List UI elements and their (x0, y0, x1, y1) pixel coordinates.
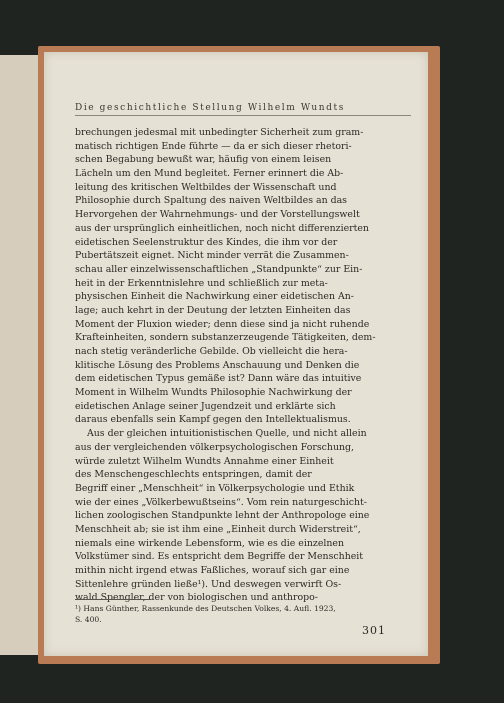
text-line: heit in der Erkenntnislehre und schließlich zur meta- (75, 277, 328, 289)
text-line: nach stetig veränderliche Gebilde. Ob vielleicht die hera- (75, 346, 348, 357)
text-line: Volkstümer sind. Es entspricht dem Begriffe der Menschheit (75, 551, 364, 563)
page-number: 301 (362, 624, 386, 637)
text-line: Lächeln um den Mund begleitet. Ferner erinnert die Ab- (75, 168, 344, 180)
text-line: schen Begabung bewußt war, häufig von einem leisen (75, 154, 332, 166)
text-line: niemals eine wirkende Lebensform, wie es die einzelnen (75, 537, 344, 549)
text-line: Aus der gleichen intuitionistischen Quelle, und nicht allein (87, 428, 367, 440)
footnote-rule (75, 599, 151, 600)
text-line: lichen zoologischen Standpunkte lehnt der Anthropologe eine (75, 510, 370, 522)
facing-page-edge (0, 55, 40, 655)
text-line: lage; auch kehrt in der Deutung der letzten Einheiten das (75, 304, 351, 316)
text-line: schau aller einzelwissenschaftlichen „Standpunkte“ zur Ein- (75, 263, 363, 275)
text-line: Begriff einer „Menschheit“ in Völkerpsychologie und Ethik (75, 482, 355, 494)
text-line: Philosophie durch Spaltung des naiven Weltbildes an das (75, 195, 347, 207)
text-line: leitung des kritischen Weltbildes der Wissenschaft und (75, 181, 337, 193)
text-line: daraus ebenfalls sein Kampf gegen den Intellektualismus. (75, 414, 351, 426)
text-line: klitische Lösung des Problems Anschauung und Denken die (75, 359, 360, 371)
text-line: physischen Einheit die Nachwirkung einer eidetischen An- (75, 291, 354, 303)
body-text (75, 126, 409, 605)
footnote-line: S. 400. (75, 615, 102, 624)
text-line: wald Spengler, der von biologischen und anthropo- (75, 592, 318, 604)
text-line: würde zuletzt Wilhelm Wundts Annahme einer Einheit (75, 455, 334, 467)
text-line: eidetischen Anlage seiner Jugendzeit und erklärte sich (75, 400, 336, 412)
text-line: brechungen jedesmal mit unbedingter Sicherheit zum gram- (75, 127, 364, 138)
text-line: eidetischen Seelenstruktur des Kindes, die ihm vor der (75, 236, 338, 248)
text-line: wie der eines „Völkerbewußtseins“. Vom rein naturgeschicht- (75, 496, 367, 508)
footnote (75, 603, 409, 625)
text-line: Krafteinheiten, sondern substanzerzeugende Tätigkeiten, dem- (75, 332, 376, 344)
book-page (44, 52, 428, 656)
text-line: aus der vergleichenden völkerpsychologischen Forschung, (75, 441, 355, 453)
text-line: des Menschengeschlechts entspringen, damit der (75, 469, 312, 481)
text-line: Moment der Fluxion wieder; denn diese sind ja nicht ruhende (75, 318, 370, 330)
text-line: Pubertätszeit eignet. Nicht minder verrät die Zusammen- (75, 250, 349, 262)
text-line: Hervorgehen der Wahrnehmungs- und der Vorstellungswelt (75, 209, 360, 221)
text-line: dem eidetischen Typus gemäße ist? Dann wäre das intuitive (75, 373, 362, 385)
text-line: aus der ursprünglich einheitlichen, noch nicht differenzierten (75, 222, 369, 234)
text-line: Sittenlehre gründen ließe¹). Und deswegen verwirft Os- (75, 578, 342, 590)
text-line: Moment in Wilhelm Wundts Philosophie Nachwirkung der (75, 387, 352, 399)
running-header: Die geschichtliche Stellung Wilhelm Wundts (75, 103, 411, 116)
text-line: mithin nicht irgend etwas Faßliches, worauf sich gar eine (75, 565, 350, 576)
footnote-line: ¹) Hans Günther, Rassenkunde des Deutschen Volkes, 4. Aufl. 1923, (75, 604, 336, 613)
text-line: Menschheit ab; sie ist ihm eine „Einheit durch Widerstreit“, (75, 523, 361, 535)
text-line: matisch richtigen Ende führte — da er sich dieser rhetori- (75, 140, 352, 152)
